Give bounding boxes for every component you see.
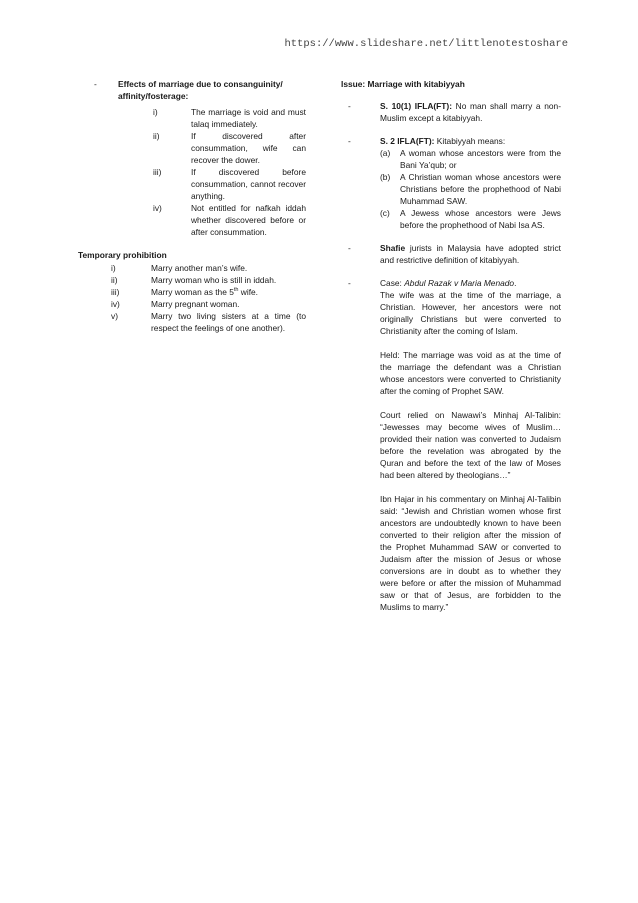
list-item: i) The marriage is void and must talaq immediately. bbox=[153, 107, 306, 129]
left-column bbox=[78, 78, 306, 334]
list-item: v) Marry two living sisters at a time (to respect the feelings of one another). bbox=[111, 311, 306, 333]
list-item: iii) If discovered before consummation, cannot recover anything. bbox=[153, 167, 306, 201]
effects-section bbox=[78, 78, 306, 102]
bullet-s2: - S. 2 IFLA(FT): Kitabiyyah means: (a) A woman whose ancestors were from the Bani Ya’qub; or (b) A Christian woman whose ancestors were Christians before the prophethood of Nabi Muhammad SAW. (c) A Jewess whose ancestors were Jews before the prophethood of Nabi Isa AS. bbox=[348, 136, 561, 230]
bullet-shafie: - Shafie jurists in Malaysia have adopted strict and restrictive definition of kitabiyyah. bbox=[348, 243, 561, 265]
temporary-prohibition-list bbox=[111, 262, 306, 334]
list-item: (c) A Jewess whose ancestors were Jews before the prophethood of Nabi Isa AS. bbox=[380, 208, 561, 230]
list-item: ii) If discovered after consummation, wife can recover the dower. bbox=[153, 131, 306, 165]
issue-heading: Issue: Marriage with kitabiyyah bbox=[341, 79, 465, 89]
list-item: iv) Marry pregnant woman. bbox=[111, 299, 240, 309]
list-item: i) Marry another man’s wife. bbox=[111, 263, 248, 273]
list-item: iv) Not entitled for nafkah iddah whether discovered before or after consummation. bbox=[153, 203, 306, 237]
bullet-s10: - S. 10(1) IFLA(FT): No man shall marry a non-Muslim except a kitabiyyah. bbox=[348, 101, 561, 123]
list-item: (a) A woman whose ancestors were from the Bani Ya’qub; or bbox=[380, 148, 561, 170]
case-facts: The wife was at the time of the marriage, a Christian. However, her ancestors were not originally Christians but were converted to Christianity after the coming of Islam. bbox=[380, 290, 561, 336]
effects-list bbox=[153, 106, 306, 238]
bullet-case: - Case: Abdul Razak v Maria Menado. The wife was at the time of the marriage, a Christian. However, her ancestors were not originally Christians but were converted to Christianity after the coming of Islam. Held: The marriage was void as at the time of the marriage the defendant was a Christian whose ancestors were converted to Christianity after the coming of Prophet SAW. Court relied on Nawawi’s Minhaj Al-Talibin: “Jewesses may become wives of Muslim… provided their nation was converted to Judaism before the revelation was abrogated by the Quran and before the text of the law of Moses had been altered by theologians…” Ibn Hajar in his commentary on Minhaj Al-Talibin said: “Jewish and Christian women whose first ancestors are undoubtedly known to have been converted to their religion after the mission of the Prophet Muhammad SAW or converted to Judaism after the mission of Jesus or whose conversions are in doubt as to whether they were before or after the mission of Muhammad saw or that of Jesus, are forbidden to the Muslims to marry.” bbox=[348, 278, 561, 612]
list-item: ii) Marry woman who is still in iddah. bbox=[111, 275, 277, 285]
source-url[interactable]: https://www.slideshare.net/littlenotestoshare bbox=[284, 38, 568, 50]
case-name: Abdul Razak v Maria Menado bbox=[404, 278, 515, 288]
case-ibn-hajar: Ibn Hajar in his commentary on Minhaj Al-Talibin said: “Jewish and Christian women whose first ancestors are undoubtedly known to have been converted to their religion after the mission of the Prophet Muhammad SAW or converted to Judaism after the mission of Jesus or whose conversions are in doubt as to whether they were before or after the mission of Muhammad saw or that of Jesus, are forbidden to the Muslims to marry.” bbox=[380, 494, 561, 612]
effects-title: Effects of marriage due to consanguinity/ affinity/fosterage: bbox=[118, 79, 283, 101]
bullet-dash: - bbox=[94, 79, 97, 89]
list-item: iii) Marry woman as the 5th wife. bbox=[111, 287, 259, 297]
case-held: Held: The marriage was void as at the time of the marriage the defendant was a Christian whose ancestors were converted to Christianity after the coming of Prophet SAW. bbox=[380, 350, 561, 396]
temporary-prohibition-title: Temporary prohibition bbox=[78, 250, 167, 260]
list-item: (b) A Christian woman whose ancestors were Christians before the prophethood of Nabi Muhammad SAW. bbox=[380, 172, 561, 206]
case-nawawi: Court relied on Nawawi’s Minhaj Al-Talibin: “Jewesses may become wives of Muslim… provided their nation was converted to Judaism before the revelation was abrogated by the Quran and before the text of the law of Moses had been altered by theologians…” bbox=[380, 410, 561, 480]
right-column bbox=[341, 78, 561, 613]
